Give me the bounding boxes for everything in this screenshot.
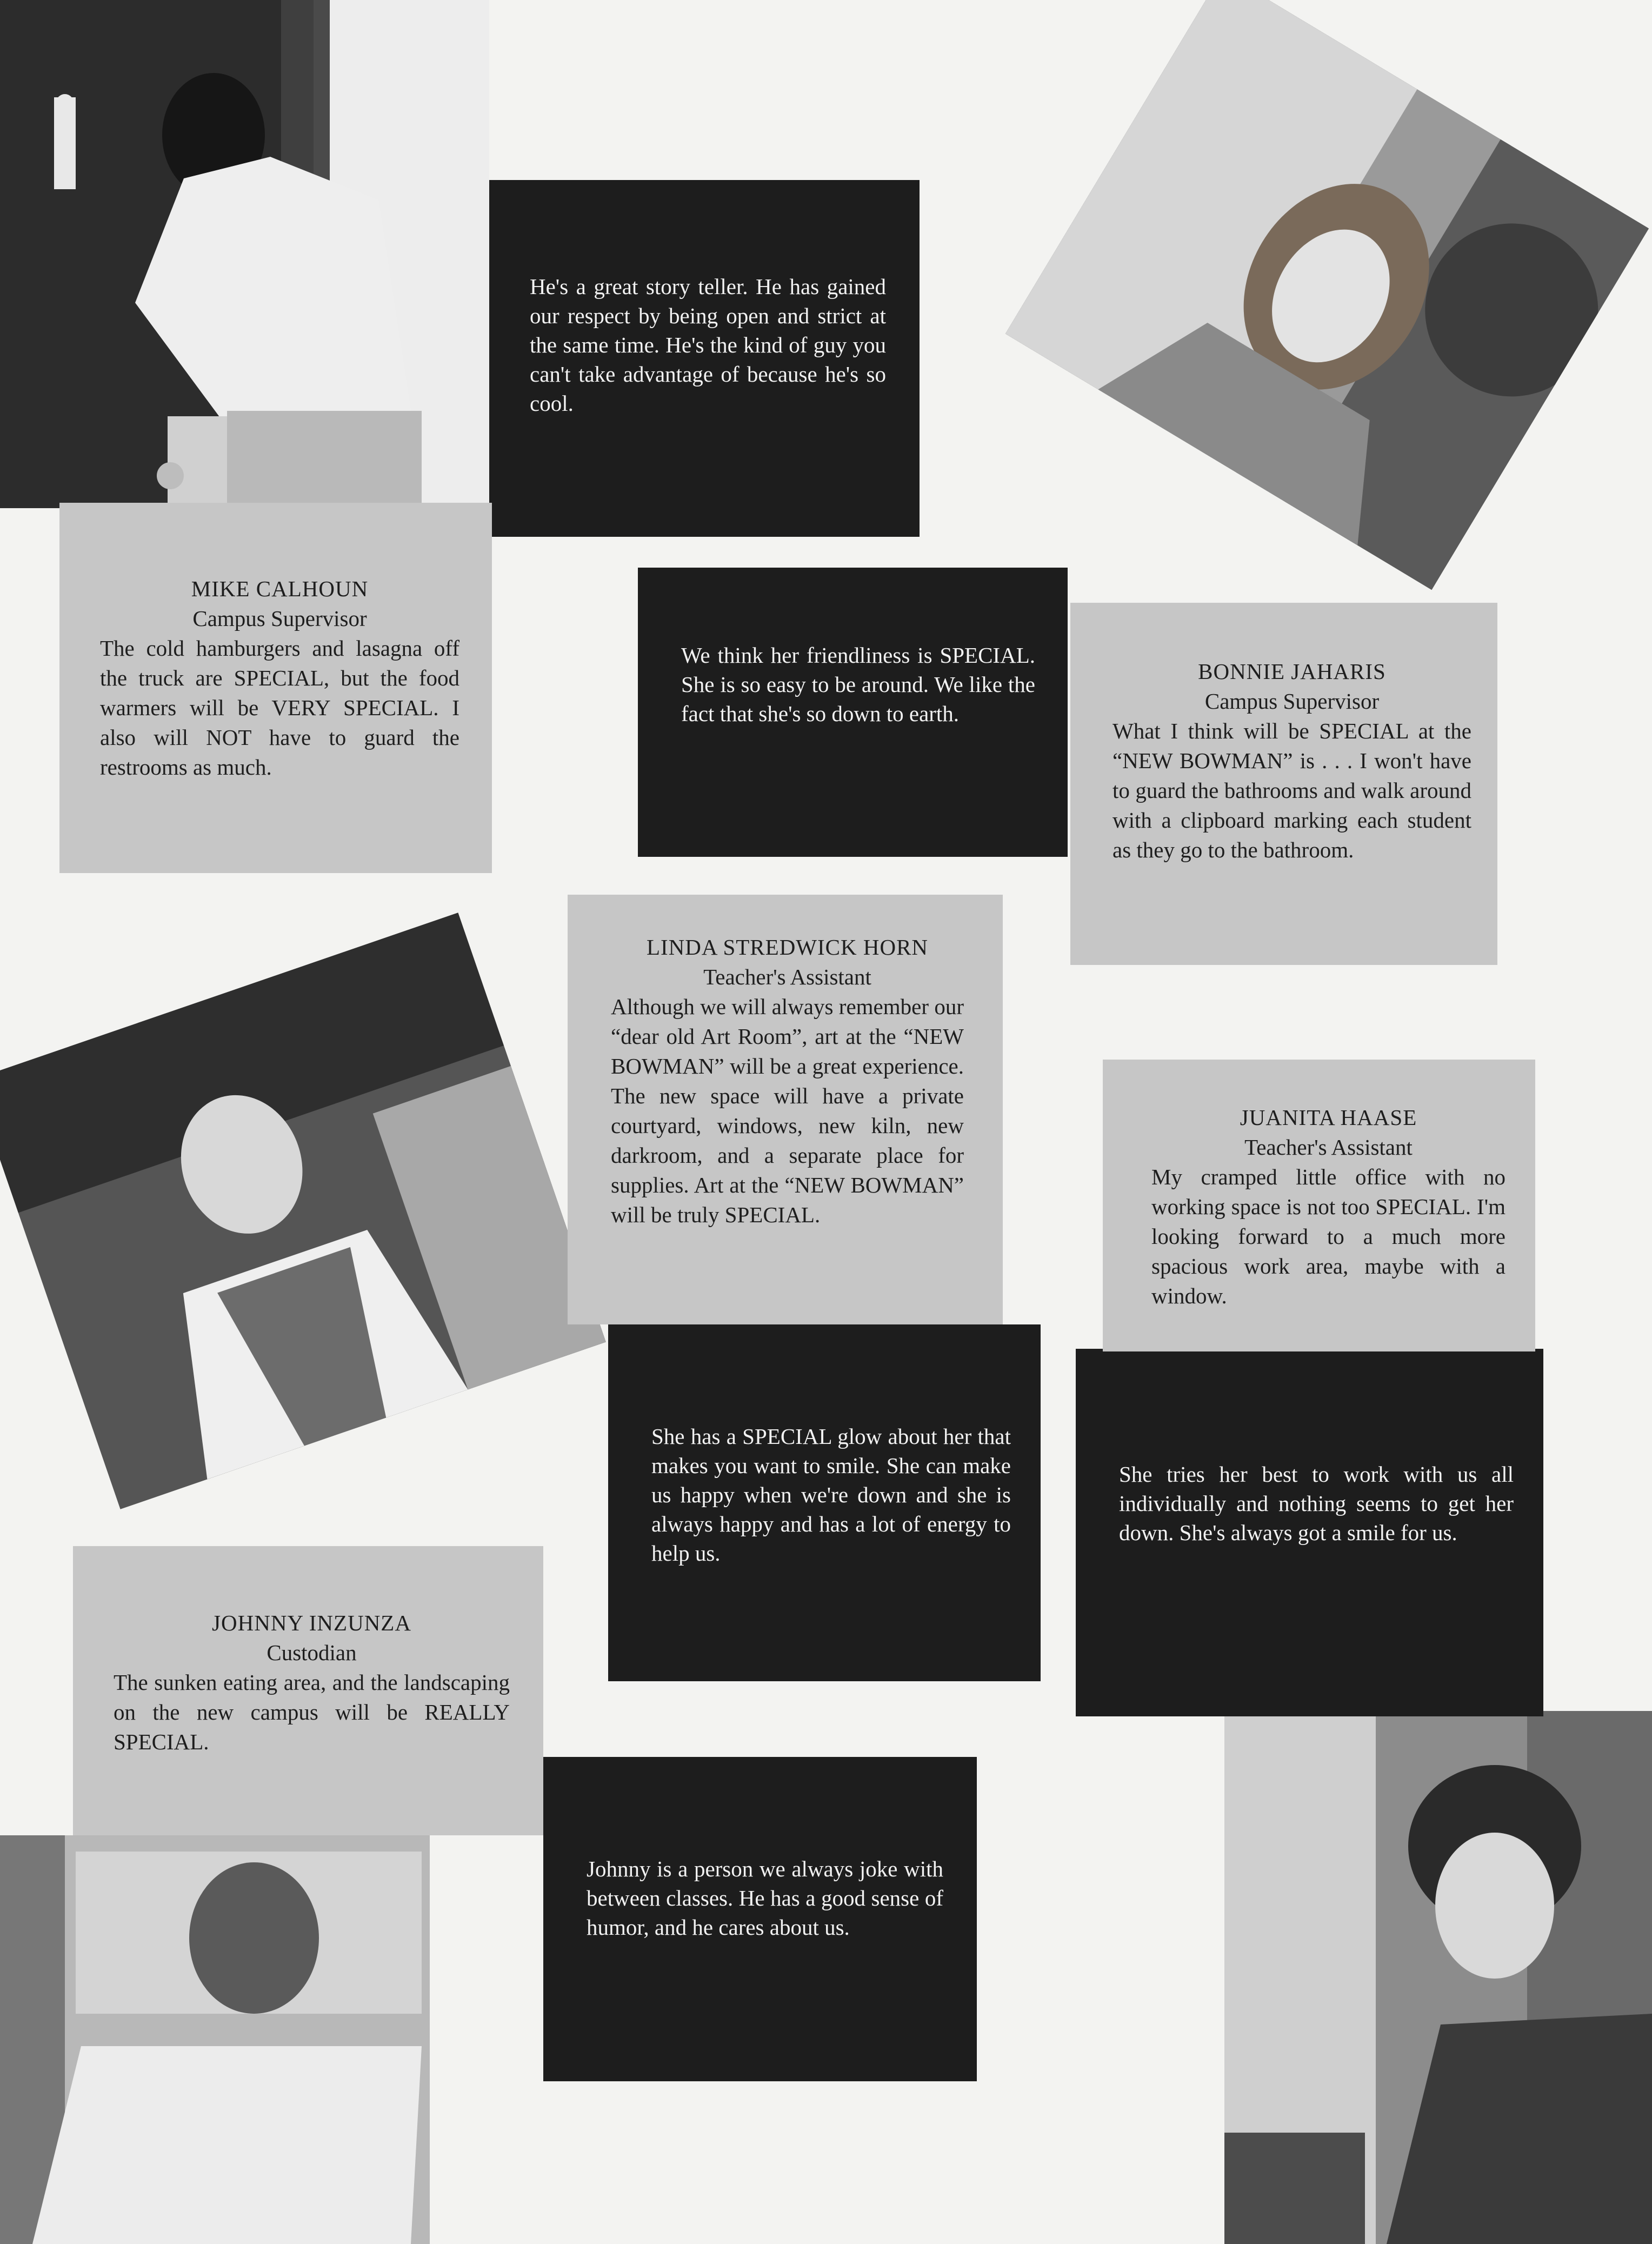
profile-name: BONNIE JAHARIS	[1198, 659, 1386, 684]
photo-linda-stredwick-horn	[0, 913, 606, 1509]
tribute-bonnie-jaharis	[638, 568, 1068, 857]
photo-mike-calhoun	[0, 0, 489, 508]
profile-linda-stredwick-horn	[568, 895, 1003, 1324]
tribute-mike-calhoun	[489, 180, 920, 537]
profile-name: LINDA STREDWICK HORN	[646, 935, 929, 960]
profile-juanita-haase	[1103, 1060, 1535, 1351]
tribute-text: She has a SPECIAL glow about her that makes you want to smile. She can make us happy when we're down and she is always happy and has a lot of energy to help us.	[651, 1424, 1011, 1566]
photo-johnny-inzunza	[0, 1835, 430, 2244]
profile-johnny-inzunza	[73, 1546, 543, 1835]
tribute-johnny-inzunza	[543, 1757, 977, 2081]
profile-quote: The sunken eating area, and the landscaping on the new campus will be REALLY SPECIAL.	[114, 1670, 510, 1754]
profile-mike-calhoun	[59, 503, 492, 873]
photo-juanita-haase	[1224, 1711, 1652, 2244]
tribute-text: Johnny is a person we always joke with between classes. He has a good sense of humor, and he cares about us.	[587, 1856, 943, 1940]
profile-bonnie-jaharis	[1070, 603, 1497, 965]
profile-quote: What I think will be SPECIAL at the “NEW BOWMAN” is . . . I won't have to guard the bathrooms and walk around with a clipboard marking each student as they go to the bathroom.	[1113, 718, 1471, 862]
profile-name: JOHNNY INZUNZA	[212, 1610, 411, 1635]
profile-role: Campus Supervisor	[192, 606, 367, 631]
profile-name: JUANITA HAASE	[1240, 1105, 1417, 1130]
profile-role: Custodian	[267, 1640, 357, 1665]
profile-role: Teacher's Assistant	[1244, 1135, 1413, 1160]
tribute-text: She tries her best to work with us all individually and nothing seems to get her down. She's always got a smile for us.	[1119, 1462, 1514, 1545]
profile-role: Campus Supervisor	[1204, 689, 1380, 714]
profile-quote: My cramped little office with no working space is not too SPECIAL. I'm looking forward to a much more spacious work area, maybe with a window.	[1151, 1164, 1506, 1308]
tribute-text: We think her friendliness is SPECIAL. She is so easy to be around. We like the fact that she's so down to earth.	[681, 643, 1035, 726]
profile-quote: The cold hamburgers and lasagna off the truck are SPECIAL, but the food warmers will be VERY SPECIAL. I also will NOT have to guard the restrooms as much.	[100, 636, 459, 780]
profile-name: MIKE CALHOUN	[191, 576, 369, 601]
tribute-text: He's a great story teller. He has gained our respect by being open and strict at the same time. He's the kind of guy you can't take advantage of because he's so cool.	[530, 274, 886, 416]
photo-bonnie-jaharis	[1005, 0, 1649, 590]
profile-quote: Although we will always remember our “dear old Art Room”, art at the “NEW BOWMAN” will be a great experience. The new space will have a private courtyard, windows, new kiln, new darkroom, and a separate place for supplies. Art at the “NEW BOWMAN” will be truly SPECIAL.	[611, 994, 964, 1227]
tribute-linda-stredwick-horn	[608, 1324, 1041, 1681]
tribute-juanita-haase	[1076, 1349, 1543, 1716]
profile-role: Teacher's Assistant	[703, 964, 871, 989]
